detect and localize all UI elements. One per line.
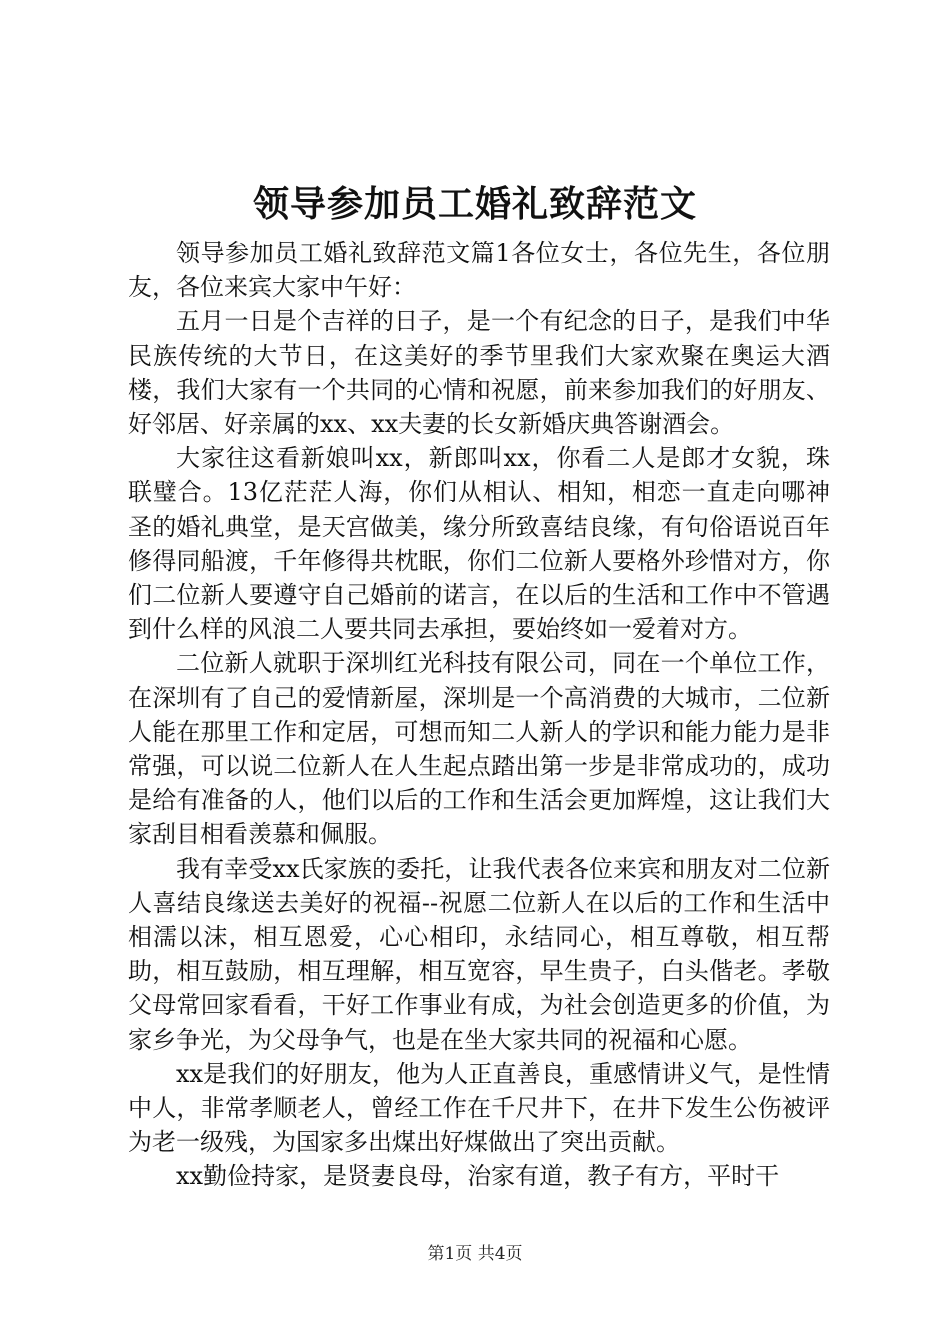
- paragraph: 大家往这看新娘叫xx，新郎叫xx，你看二人是郎才女貌，珠联璧合。13亿茫茫人海，你们从相认、相知，相恋一直走向哪神圣的婚礼典堂，是天宫做美，缘分所致喜结良缘，有句俗语说百年修得同船渡，千年修得共枕眠，你们二位新人要格外珍惜对方，你们二位新人要遵守自己婚前的诺言，在以后的生活和工作中不管遇到什么样的风浪二人要共同去承担，要始终如一爱着对方。: [128, 444, 830, 644]
- document-title: 领导参加员工婚礼致辞范文: [252, 183, 697, 225]
- paragraph: 二位新人就职于深圳红光科技有限公司，同在一个单位工作，在深圳有了自己的爱情新屋，深圳是一个高消费的大城市，二位新人能在那里工作和定居，可想而知二人新人的学识和能力能力是非常强，可以说二位新人在人生起点踏出第一步是非常成功的，成功是给有准备的人，他们以后的工作和生活会更加辉煌，这让我们大家刮目相看羡慕和佩服。: [128, 649, 830, 849]
- paragraph: xx勤俭持家，是贤妻良母，治家有道，教子有方，平时干: [176, 1162, 780, 1191]
- paragraph: xx是我们的好朋友，他为人正直善良，重感情讲义气，是性情中人，非常孝顺老人，曾经工作在千尺井下，在井下发生公伤被评为老一级残，为国家多出煤出好煤做出了突出贡献。: [128, 1059, 830, 1157]
- paragraph: 我有幸受xx氏家族的委托，让我代表各位来宾和朋友对二位新人喜结良缘送去美好的祝福--祝愿二位新人在以后的工作和生活中相濡以沫，相互恩爱，心心相印，永结同心，相互尊敬，相互帮助，相互鼓励，相互理解，相互宽容，早生贵子，白头偕老。孝敬父母常回家看看，干好工作事业有成，为社会创造更多的价值，为家乡争光，为父母争气，也是在坐大家共同的祝福和心愿。: [128, 854, 830, 1054]
- paragraph: 五月一日是个吉祥的日子，是一个有纪念的日子，是我们中华民族传统的大节日，在这美好的季节里我们大家欢聚在奥运大酒楼，我们大家有一个共同的心情和祝愿，前来参加我们的好朋友、好邻居、好亲属的xx、xx夫妻的长女新婚庆典答谢酒会。: [128, 307, 830, 439]
- paragraph: 领导参加员工婚礼致辞范文篇1各位女士，各位先生，各位朋友，各位来宾大家中午好：: [128, 239, 830, 302]
- document-body: [128, 236, 830, 1194]
- page-footer: 第1页 共4页: [427, 1244, 523, 1264]
